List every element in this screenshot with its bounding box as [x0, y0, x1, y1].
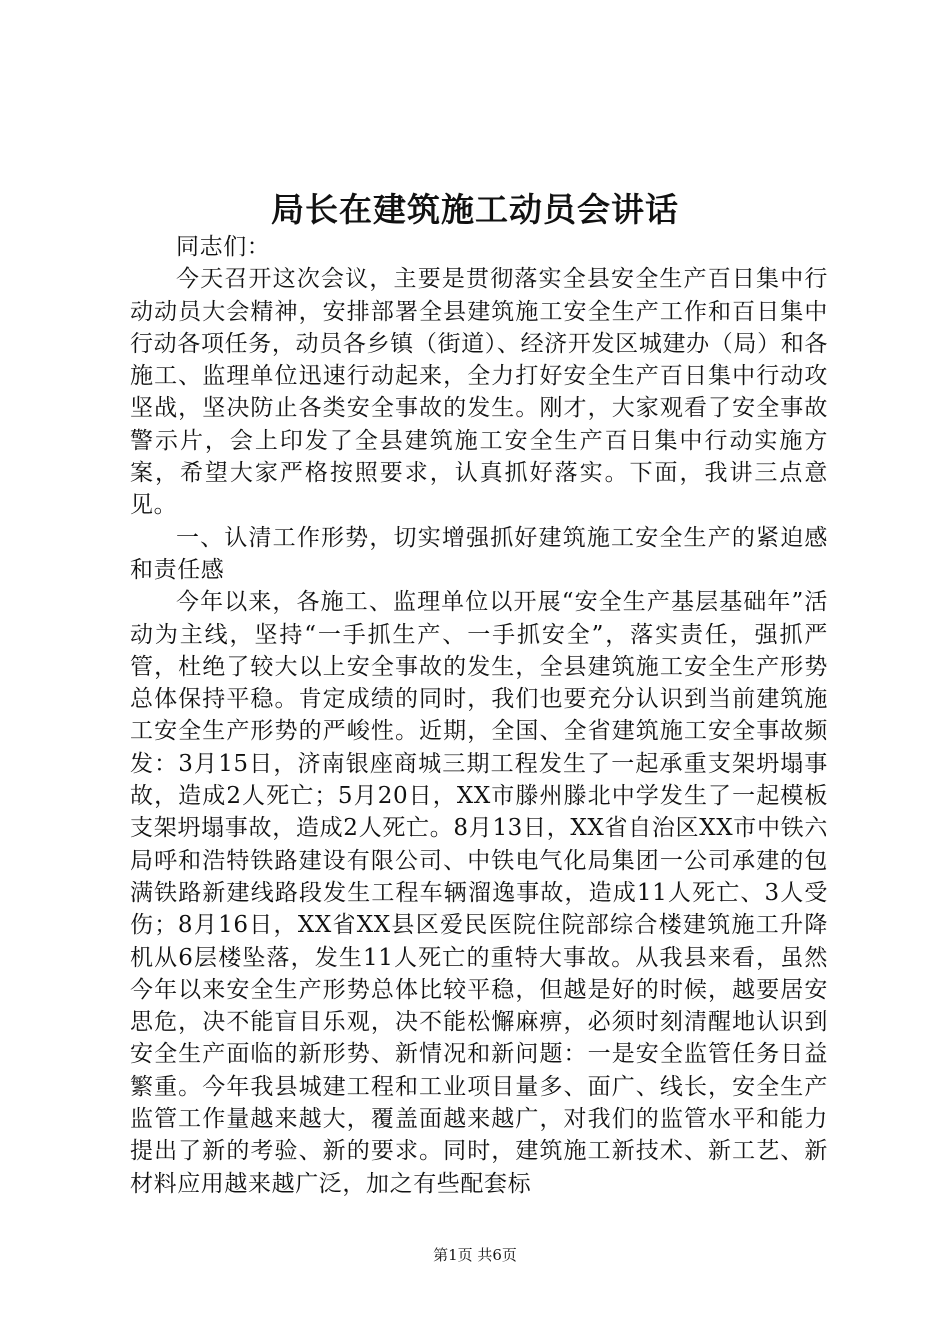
page-number-footer: 第1页 共6页 [433, 1246, 517, 1264]
section-heading-1: 一、认清工作形势，切实增强抓好建筑施工安全生产的紧迫感和责任感 [130, 524, 828, 583]
salutation: 同志们： [176, 234, 271, 260]
paragraph-intro: 今天召开这次会议，主要是贯彻落实全县安全生产百日集中行动动员大会精神，安排部署全县建筑施工安全生产工作和百日集中行动各项任务，动员各乡镇（街道）、经济开发区城建办（局）和各施工、监理单位迅速行动起来，全力打好安全生产百日集中行动攻坚战，坚决防止各类安全事故的发生。刚才，大家观看了安全事故警示片，会上印发了全县建筑施工安全生产百日集中行动实施方案，希望大家严格按照要求，认真抓好落实。下面，我讲三点意见。 [130, 266, 828, 519]
paragraph-situation: 今年以来，各施工、监理单位以开展“安全生产基层基础年”活动为主线，坚持“一手抓生产、一手抓安全”，落实责任，强抓严管，杜绝了较大以上安全事故的发生，全县建筑施工安全生产形势总体保持平稳。肯定成绩的同时，我们也要充分认识到当前建筑施工安全生产形势的严峻性。近期，全国、全省建筑施工安全事故频发：3月15日，济南银座商城三期工程发生了一起承重支架坍塌事故，造成2人死亡；5月20日，XX市滕州滕北中学发生了一起模板支架坍塌事故，造成2人死亡。8月13日，XX省自治区XX市中铁六局呼和浩特铁路建设有限公司、中铁电气化局集团一公司承建的包满铁路新建线路段发生工程车辆溜逸事故，造成11人死亡、3人受伤；8月16日，XX省XX县区爱民医院住院部综合楼建筑施工升降机从6层楼坠落，发生11人死亡的重特大事故。从我县来看，虽然今年以来安全生产形势总体比较平稳，但越是好的时候，越要居安思危，决不能盲目乐观，决不能松懈麻痹，必须时刻清醒地认识到安全生产面临的新形势、新情况和新问题：一是安全监管任务日益繁重。今年我县城建工程和工业项目量多、面广、线长，安全生产监管工作量越来越大，覆盖面越来越广，对我们的监管水平和能力提出了新的考验、新的要求。同时，建筑施工新技术、新工艺、新材料应用越来越广泛，加之有些配套标 [130, 589, 828, 1197]
document-title: 局长在建筑施工动员会讲话 [271, 190, 679, 229]
document-body [130, 231, 828, 1200]
